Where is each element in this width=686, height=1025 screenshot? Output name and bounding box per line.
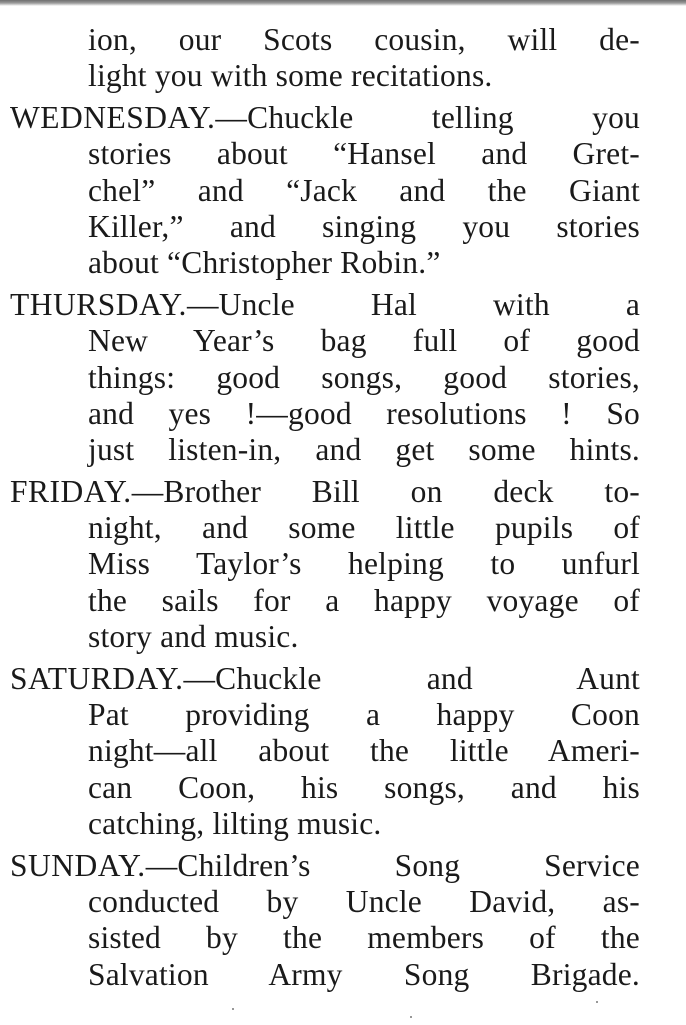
- entry-line: Pat providing a happy Coon: [88, 697, 640, 733]
- schedule-entry-wednesday: [0, 100, 686, 282]
- day-heading: WEDNESDAY.: [10, 99, 216, 135]
- day-heading: FRIDAY.: [10, 473, 132, 509]
- day-heading: THURSDAY.: [10, 286, 187, 322]
- entry-line: things: good songs, good stories,: [88, 359, 640, 395]
- paragraph-line: light you with some recitations.: [88, 58, 493, 94]
- entry-lead-text: —Chuckle telling you: [215, 99, 640, 135]
- entry-line: Miss Taylor’s helping to unfurl: [88, 546, 640, 582]
- schedule-entry-sunday: [0, 848, 686, 994]
- entry-line: New Year’s bag full of good: [88, 323, 640, 359]
- entry-lead-text: —Chuckle and Aunt: [183, 660, 640, 696]
- entry-first-line: [0, 848, 640, 884]
- entry-line: the sails for a happy voyage of: [88, 582, 640, 618]
- entry-line: Salvation Army Song Brigade.: [88, 956, 640, 992]
- entry-line: chel” and “Jack and the Giant: [88, 172, 640, 208]
- entry-line: story and music.: [88, 619, 299, 655]
- paragraph-line: ion, our Scots cousin, will de-: [88, 22, 640, 57]
- entry-line: Killer,” and singing you stories: [88, 208, 640, 244]
- schedule-entry-thursday: [0, 287, 686, 469]
- entry-line: can Coon, his songs, and his: [88, 769, 640, 805]
- entry-first-line: [0, 287, 640, 323]
- entry-line: night, and some little pupils of: [88, 510, 640, 546]
- print-speck: [410, 1016, 412, 1018]
- schedule-entry-friday: [0, 474, 686, 656]
- entry-line: stories about “Hansel and Gret-: [88, 136, 640, 172]
- entry-first-line: [0, 100, 640, 136]
- continued-paragraph: [0, 22, 686, 95]
- day-heading: SATURDAY.: [10, 660, 184, 696]
- entry-line: conducted by Uncle David, as-: [88, 883, 640, 919]
- entry-line: and yes !—good resolutions ! So: [88, 395, 640, 431]
- entry-lead-text: —Brother Bill on deck to-: [131, 473, 640, 509]
- entry-lead-text: —Uncle Hal with a: [186, 286, 640, 322]
- newspaper-column: [0, 22, 686, 998]
- entry-first-line: [0, 661, 640, 697]
- entry-lead-text: —Children’s Song Service: [145, 847, 640, 883]
- entry-line: about “Christopher Robin.”: [88, 245, 441, 281]
- print-speck: [596, 1001, 598, 1003]
- print-speck: [232, 1008, 234, 1010]
- entry-line: sisted by the members of the: [88, 920, 640, 956]
- entry-line: night—all about the little Ameri-: [88, 733, 640, 769]
- entry-first-line: [0, 474, 640, 510]
- schedule-entry-saturday: [0, 661, 686, 843]
- entry-line: catching, lilting music.: [88, 806, 382, 842]
- day-heading: SUNDAY.: [10, 847, 146, 883]
- entry-line: just listen-in, and get some hints.: [88, 432, 640, 468]
- column-top-rule: [0, 0, 686, 6]
